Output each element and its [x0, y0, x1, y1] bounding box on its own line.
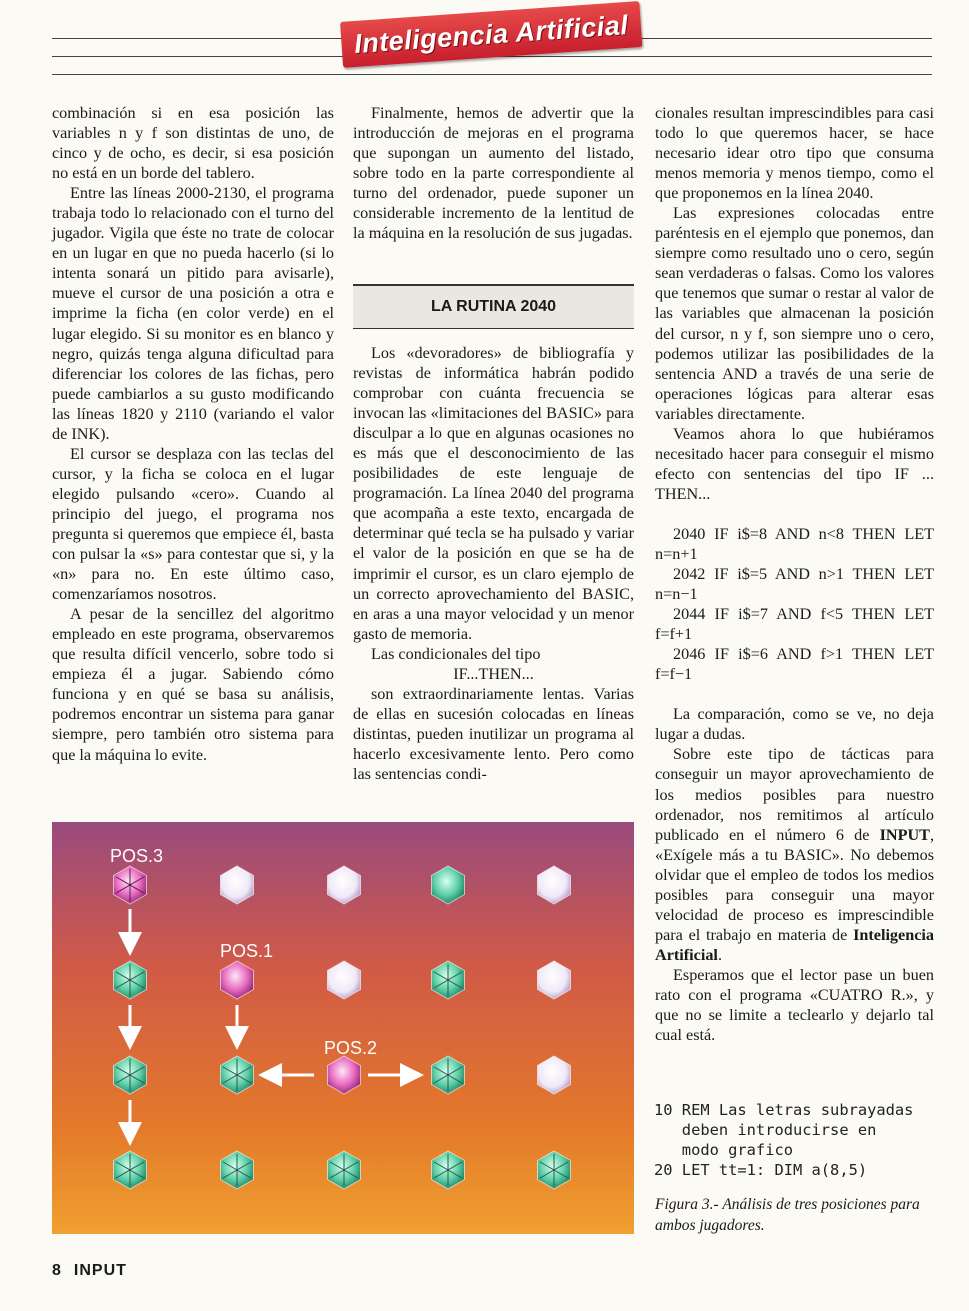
paragraph: El cursor se desplaza con las teclas del cursor, y la ficha se coloca en el lugar elegido pulsando «cero». Cuando al principio del juego, el programa nos pregunta si queremos que empiece él, basta con pulsar la «s» para contestar que si, y la «n» para no. En este último caso, comenzaríamos nosotros.: [52, 444, 334, 604]
column-3: [655, 103, 934, 1045]
centered-code: IF...THEN...: [453, 664, 534, 683]
column-2-continued: [353, 343, 634, 784]
program-listing: [654, 1100, 944, 1180]
paragraph: Los «devoradores» de bibliografía y revistas de informática habrán podido comprobar con cuánta frecuencia se invocan las «limitaciones del BASIC» para disculpar a lo que en algunas ocasiones no es más que el desconocimiento de las posibilidades de este lenguaje de programación. La línea 2040 del programa que acompaña a este texto, encargada de determinar qué tecla se ha pulsado y variar el valor de la posición en que se ha de imprimir el cursor, es un claro ejemplo de un correcto aprovechamiento del BASIC, en aras a una mayor velocidad y un menor gasto de memoria.: [353, 344, 634, 643]
paragraph: Veamos ahora lo que hubiéramos necesitado hacer para conseguir el mismo efecto con sentencias del tipo IF ... THEN...: [655, 424, 934, 503]
text-run: , «Exígele más a tu BASIC». No debemos olvidar que el empleo de todos los medios posibles para conseguir una mayor velocidad de proceso es imprescindible para el trabajo en materia de: [655, 825, 934, 944]
column-2: [353, 103, 634, 243]
magazine-name: INPUT: [73, 1262, 127, 1279]
paragraph: La comparación, como se ve, no deja lugar a dudas.: [655, 705, 934, 744]
paragraph: Finalmente, hemos de advertir que la introducción de mejoras en el programa que supongan un aumento del listado, sobre todo en la parte correspondiente al turno del ordenador, puede suponer un considerable incremento de la lentitud de la máquina en la resolución de sus jugadas.: [353, 104, 634, 243]
page-number: 8: [52, 1262, 62, 1279]
label-pos2: POS.2: [324, 1038, 378, 1058]
section-banner: [340, 1, 642, 68]
figure-3-board: [52, 822, 634, 1234]
paragraph: combinación si en esa posición las variables n y f son distintas de uno, de cinco y de ocho, es decir, si esa posición no está en un borde del tablero.: [52, 104, 334, 183]
basic-line: 2042 IF i$=5 AND n>1 THEN LET n=n−1: [655, 565, 934, 604]
bold-text: INPUT: [879, 825, 930, 844]
basic-line: 2040 IF i$=8 AND n<8 THEN LET n=n+1: [655, 524, 934, 563]
section-heading: LA RUTINA 2040: [430, 298, 557, 315]
paragraph: Las condicionales del tipo: [371, 644, 541, 663]
listing-line: modo grafico: [654, 1141, 793, 1159]
listing-line: deben introducirse en: [654, 1121, 877, 1139]
paragraph: A pesar de la sencillez del algoritmo empleado en este programa, observaremos que resulta difícil vencerlo, sobre todo si empieza él a jugar. Sabiendo cómo funciona y en qué se basa su análisis, podremos encontrar un sistema para ganar siempre, pero también otro sistema para que la máquina lo evite.: [52, 605, 334, 764]
listing-line: 20 LET tt=1: DIM a(8,5): [654, 1161, 868, 1179]
text-run: Sobre este tipo de tácticas para conseguir un mayor aprovechamiento de los medios posibles para nuestro ordenador, nos remitimos al artículo publicado en el número 6 de: [655, 745, 934, 844]
header-rule: [52, 74, 932, 75]
paragraph: Entre las líneas 2000-2130, el programa trabaja todo lo relacionado con el turno del jugador. Vigila que éste no trate de colocar en un lugar en que no pueda hacerlo (si lo intenta sonará un pitido para avisarle), mueve el cursor de una posición a otra e imprime la ficha (en color verde) en el lugar elegido. Si su monitor es en blanco y negro, quizás tenga alguna dificultad para diferenciar los colores de las fichas, pero puede cambiarlos a su gusto modificando las líneas 1820 y 2110 (variando el valor de INK).: [52, 184, 334, 443]
paragraph: Las expresiones colocadas entre paréntesis en el ejemplo que ponemos, dan siempre como resultado uno o cero, según sean verdaderas o falsas. Como los valores que tenemos que sumar o restar al valor de las variables que almacenan la posición del cursor, n y f, son siempre uno o cero, podemos utilizar las posibilidades de la sentencia AND a través de una serie de operaciones lógicas para alterar esas variables directamente.: [655, 204, 934, 423]
paragraph: cionales resultan imprescindibles para casi todo lo que queremos hacer, se hace necesario idear otro tipo que consuma menos memoria y menos tiempo, como el que proponemos en la línea 2040.: [655, 104, 934, 203]
page-footer: [52, 1262, 127, 1280]
basic-line: 2046 IF i$=6 AND f>1 THEN LET f=f−1: [655, 645, 934, 684]
paragraph: Esperamos que el lector pase un buen rato con el programa «CUATRO R.», y que no se limite a teclearlo y dejarlo tal cual está.: [655, 965, 934, 1045]
paragraph-input-ref: [655, 744, 934, 965]
basic-example: [655, 524, 934, 684]
basic-line: 2044 IF i$=7 AND f<5 THEN LET f=f+1: [655, 605, 934, 644]
label-pos1: POS.1: [220, 941, 274, 961]
paragraph: son extraordinariamente lentas. Varias de ellas en sucesión colocadas en líneas distintas, pueden inutilizar un programa al hacerlo excesivamente lento. Pero como las sentencias condi-: [353, 684, 634, 783]
figure-caption: Figura 3.- Análisis de tres posiciones para ambos jugadores.: [655, 1196, 920, 1234]
column-1: [52, 103, 334, 765]
text-run: .: [717, 945, 722, 964]
banner-title: Inteligencia Artificial: [353, 9, 630, 60]
label-pos3: POS.3: [110, 846, 164, 866]
listing-line: 10 REM Las letras subrayadas: [654, 1101, 914, 1119]
section-heading-box: [353, 284, 634, 329]
bold-text: Inteligencia Artificial: [655, 925, 934, 964]
